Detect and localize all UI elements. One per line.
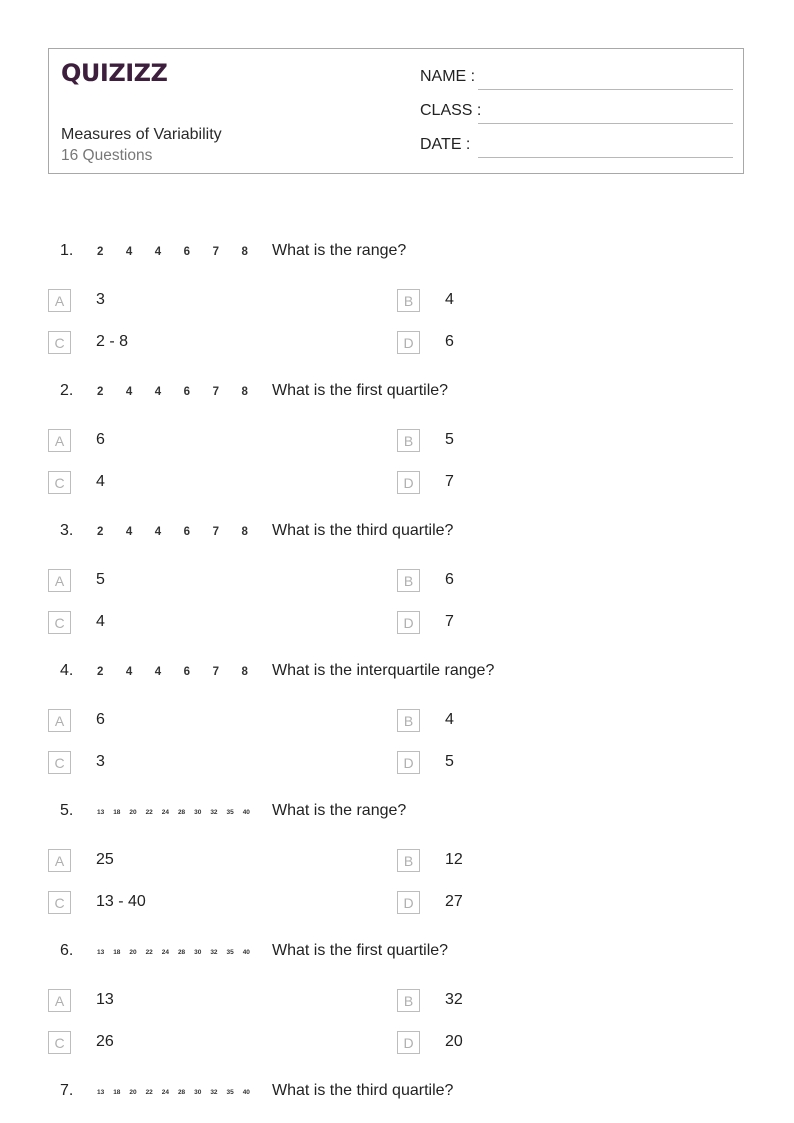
name-line bbox=[478, 89, 733, 90]
sequence-value: 22 bbox=[145, 1088, 153, 1096]
sequence-value: 2 bbox=[97, 666, 104, 678]
sequence-value: 30 bbox=[194, 948, 202, 956]
sequence-value: 4 bbox=[154, 246, 162, 258]
option-b-box[interactable]: B bbox=[397, 709, 420, 732]
option-d-box[interactable]: D bbox=[397, 471, 420, 494]
option-d-box[interactable]: D bbox=[397, 331, 420, 354]
class-label: CLASS : bbox=[420, 102, 482, 119]
sequence-value: 6 bbox=[183, 526, 191, 538]
option-a-text: 13 bbox=[96, 991, 114, 1008]
sequence-value: 22 bbox=[145, 808, 153, 816]
option-c-text: 13 - 40 bbox=[96, 893, 146, 910]
option-c-text: 4 bbox=[96, 473, 105, 490]
sequence-value: 24 bbox=[161, 948, 169, 956]
option-b-text: 5 bbox=[445, 431, 454, 448]
option-c-box[interactable]: C bbox=[48, 611, 71, 634]
sequence-value: 4 bbox=[125, 246, 133, 258]
sequence-value: 18 bbox=[113, 948, 121, 956]
option-a-text: 6 bbox=[96, 711, 105, 728]
option-d-box[interactable]: D bbox=[397, 891, 420, 914]
quizizz-logo: QUIZIZZ bbox=[61, 59, 168, 87]
option-a-text: 25 bbox=[96, 851, 114, 868]
sequence-value: 13 bbox=[97, 808, 105, 816]
sequence-value: 22 bbox=[145, 948, 153, 956]
option-b-box[interactable]: B bbox=[397, 849, 420, 872]
sequence-value: 4 bbox=[154, 386, 162, 398]
option-a-box[interactable]: A bbox=[48, 289, 71, 312]
sequence-value: 4 bbox=[154, 526, 162, 538]
sequence-value: 4 bbox=[125, 526, 133, 538]
option-d-text: 27 bbox=[445, 893, 463, 910]
sequence-value: 2 bbox=[97, 386, 104, 398]
sequence-value: 18 bbox=[113, 808, 121, 816]
sequence-value: 30 bbox=[194, 1088, 202, 1096]
sequence-value: 2 bbox=[97, 526, 104, 538]
data-sequence bbox=[97, 942, 259, 962]
question-text: What is the range? bbox=[272, 242, 407, 259]
sequence-value: 6 bbox=[183, 386, 191, 398]
question-number: 3. bbox=[60, 522, 74, 539]
sequence-value: 28 bbox=[177, 948, 186, 956]
sequence-value: 35 bbox=[226, 1088, 234, 1096]
option-c-box[interactable]: C bbox=[48, 331, 71, 354]
sequence-value: 6 bbox=[183, 246, 191, 258]
option-c-text: 3 bbox=[96, 753, 105, 770]
sequence-value: 32 bbox=[210, 948, 218, 956]
worksheet-title: Measures of Variability bbox=[61, 126, 222, 143]
sequence-value: 35 bbox=[226, 808, 234, 816]
option-c-box[interactable]: C bbox=[48, 1031, 71, 1054]
option-a-box[interactable]: A bbox=[48, 429, 71, 452]
sequence-value: 20 bbox=[129, 1088, 137, 1096]
option-c-text: 26 bbox=[96, 1033, 114, 1050]
sequence-value: 8 bbox=[241, 666, 248, 678]
sequence-value: 8 bbox=[241, 246, 248, 258]
question-number: 1. bbox=[60, 242, 74, 259]
sequence-value: 28 bbox=[177, 808, 186, 816]
data-sequence bbox=[97, 522, 270, 542]
question-text: What is the first quartile? bbox=[272, 942, 449, 959]
question-number: 5. bbox=[60, 802, 74, 819]
option-d-text: 7 bbox=[445, 613, 454, 630]
question-text: What is the third quartile? bbox=[272, 522, 454, 539]
data-sequence bbox=[97, 662, 270, 682]
option-d-box[interactable]: D bbox=[397, 611, 420, 634]
sequence-value: 24 bbox=[161, 808, 169, 816]
option-c-box[interactable]: C bbox=[48, 891, 71, 914]
option-a-box[interactable]: A bbox=[48, 849, 71, 872]
sequence-value: 24 bbox=[161, 1088, 169, 1096]
option-d-text: 6 bbox=[445, 333, 454, 350]
option-d-text: 7 bbox=[445, 473, 454, 490]
option-b-box[interactable]: B bbox=[397, 569, 420, 592]
option-a-box[interactable]: A bbox=[48, 989, 71, 1012]
option-d-text: 5 bbox=[445, 753, 454, 770]
option-c-text: 2 - 8 bbox=[96, 333, 129, 350]
question-number: 4. bbox=[60, 662, 74, 679]
option-b-text: 6 bbox=[445, 571, 454, 588]
question-text: What is the interquartile range? bbox=[272, 662, 495, 679]
sequence-value: 8 bbox=[241, 526, 248, 538]
sequence-value: 2 bbox=[97, 246, 104, 258]
sequence-value: 32 bbox=[210, 808, 218, 816]
question-text: What is the third quartile? bbox=[272, 1082, 454, 1099]
option-d-box[interactable]: D bbox=[397, 751, 420, 774]
sequence-value: 32 bbox=[210, 1088, 218, 1096]
option-b-text: 4 bbox=[445, 711, 454, 728]
data-sequence bbox=[97, 1082, 259, 1102]
option-b-box[interactable]: B bbox=[397, 429, 420, 452]
data-sequence bbox=[97, 242, 270, 262]
data-sequence bbox=[97, 382, 270, 402]
option-b-text: 4 bbox=[445, 291, 454, 308]
option-b-text: 12 bbox=[445, 851, 463, 868]
worksheet-header bbox=[48, 48, 744, 174]
sequence-value: 18 bbox=[113, 1088, 121, 1096]
option-a-text: 5 bbox=[96, 571, 105, 588]
sequence-value: 13 bbox=[97, 1088, 105, 1096]
sequence-value: 13 bbox=[97, 948, 105, 956]
date-label: DATE : bbox=[420, 136, 471, 153]
question-text: What is the range? bbox=[272, 802, 407, 819]
question-number: 6. bbox=[60, 942, 74, 959]
date-line bbox=[478, 157, 733, 158]
sequence-value: 35 bbox=[226, 948, 234, 956]
sequence-value: 4 bbox=[125, 666, 133, 678]
question-text: What is the first quartile? bbox=[272, 382, 449, 399]
sequence-value: 40 bbox=[242, 1088, 250, 1096]
option-b-box[interactable]: B bbox=[397, 989, 420, 1012]
sequence-value: 7 bbox=[212, 246, 219, 258]
data-sequence bbox=[97, 802, 259, 822]
sequence-value: 4 bbox=[125, 386, 133, 398]
sequence-value: 7 bbox=[212, 666, 219, 678]
sequence-value: 6 bbox=[183, 666, 191, 678]
sequence-value: 40 bbox=[242, 808, 250, 816]
option-c-box[interactable]: C bbox=[48, 471, 71, 494]
sequence-value: 7 bbox=[212, 526, 219, 538]
name-label: NAME : bbox=[420, 68, 476, 85]
option-b-box[interactable]: B bbox=[397, 289, 420, 312]
sequence-value: 20 bbox=[129, 808, 137, 816]
option-a-text: 6 bbox=[96, 431, 105, 448]
option-a-text: 3 bbox=[96, 291, 105, 308]
question-count: 16 Questions bbox=[61, 147, 153, 164]
option-d-text: 20 bbox=[445, 1033, 463, 1050]
option-c-box[interactable]: C bbox=[48, 751, 71, 774]
option-c-text: 4 bbox=[96, 613, 105, 630]
sequence-value: 30 bbox=[194, 808, 202, 816]
sequence-value: 28 bbox=[177, 1088, 186, 1096]
class-line bbox=[478, 123, 733, 124]
sequence-value: 40 bbox=[242, 948, 250, 956]
question-number: 7. bbox=[60, 1082, 74, 1099]
option-a-box[interactable]: A bbox=[48, 709, 71, 732]
option-b-text: 32 bbox=[445, 991, 463, 1008]
sequence-value: 7 bbox=[212, 386, 219, 398]
option-d-box[interactable]: D bbox=[397, 1031, 420, 1054]
sequence-value: 8 bbox=[241, 386, 248, 398]
question-number: 2. bbox=[60, 382, 74, 399]
sequence-value: 20 bbox=[129, 948, 137, 956]
sequence-value: 4 bbox=[154, 666, 162, 678]
option-a-box[interactable]: A bbox=[48, 569, 71, 592]
